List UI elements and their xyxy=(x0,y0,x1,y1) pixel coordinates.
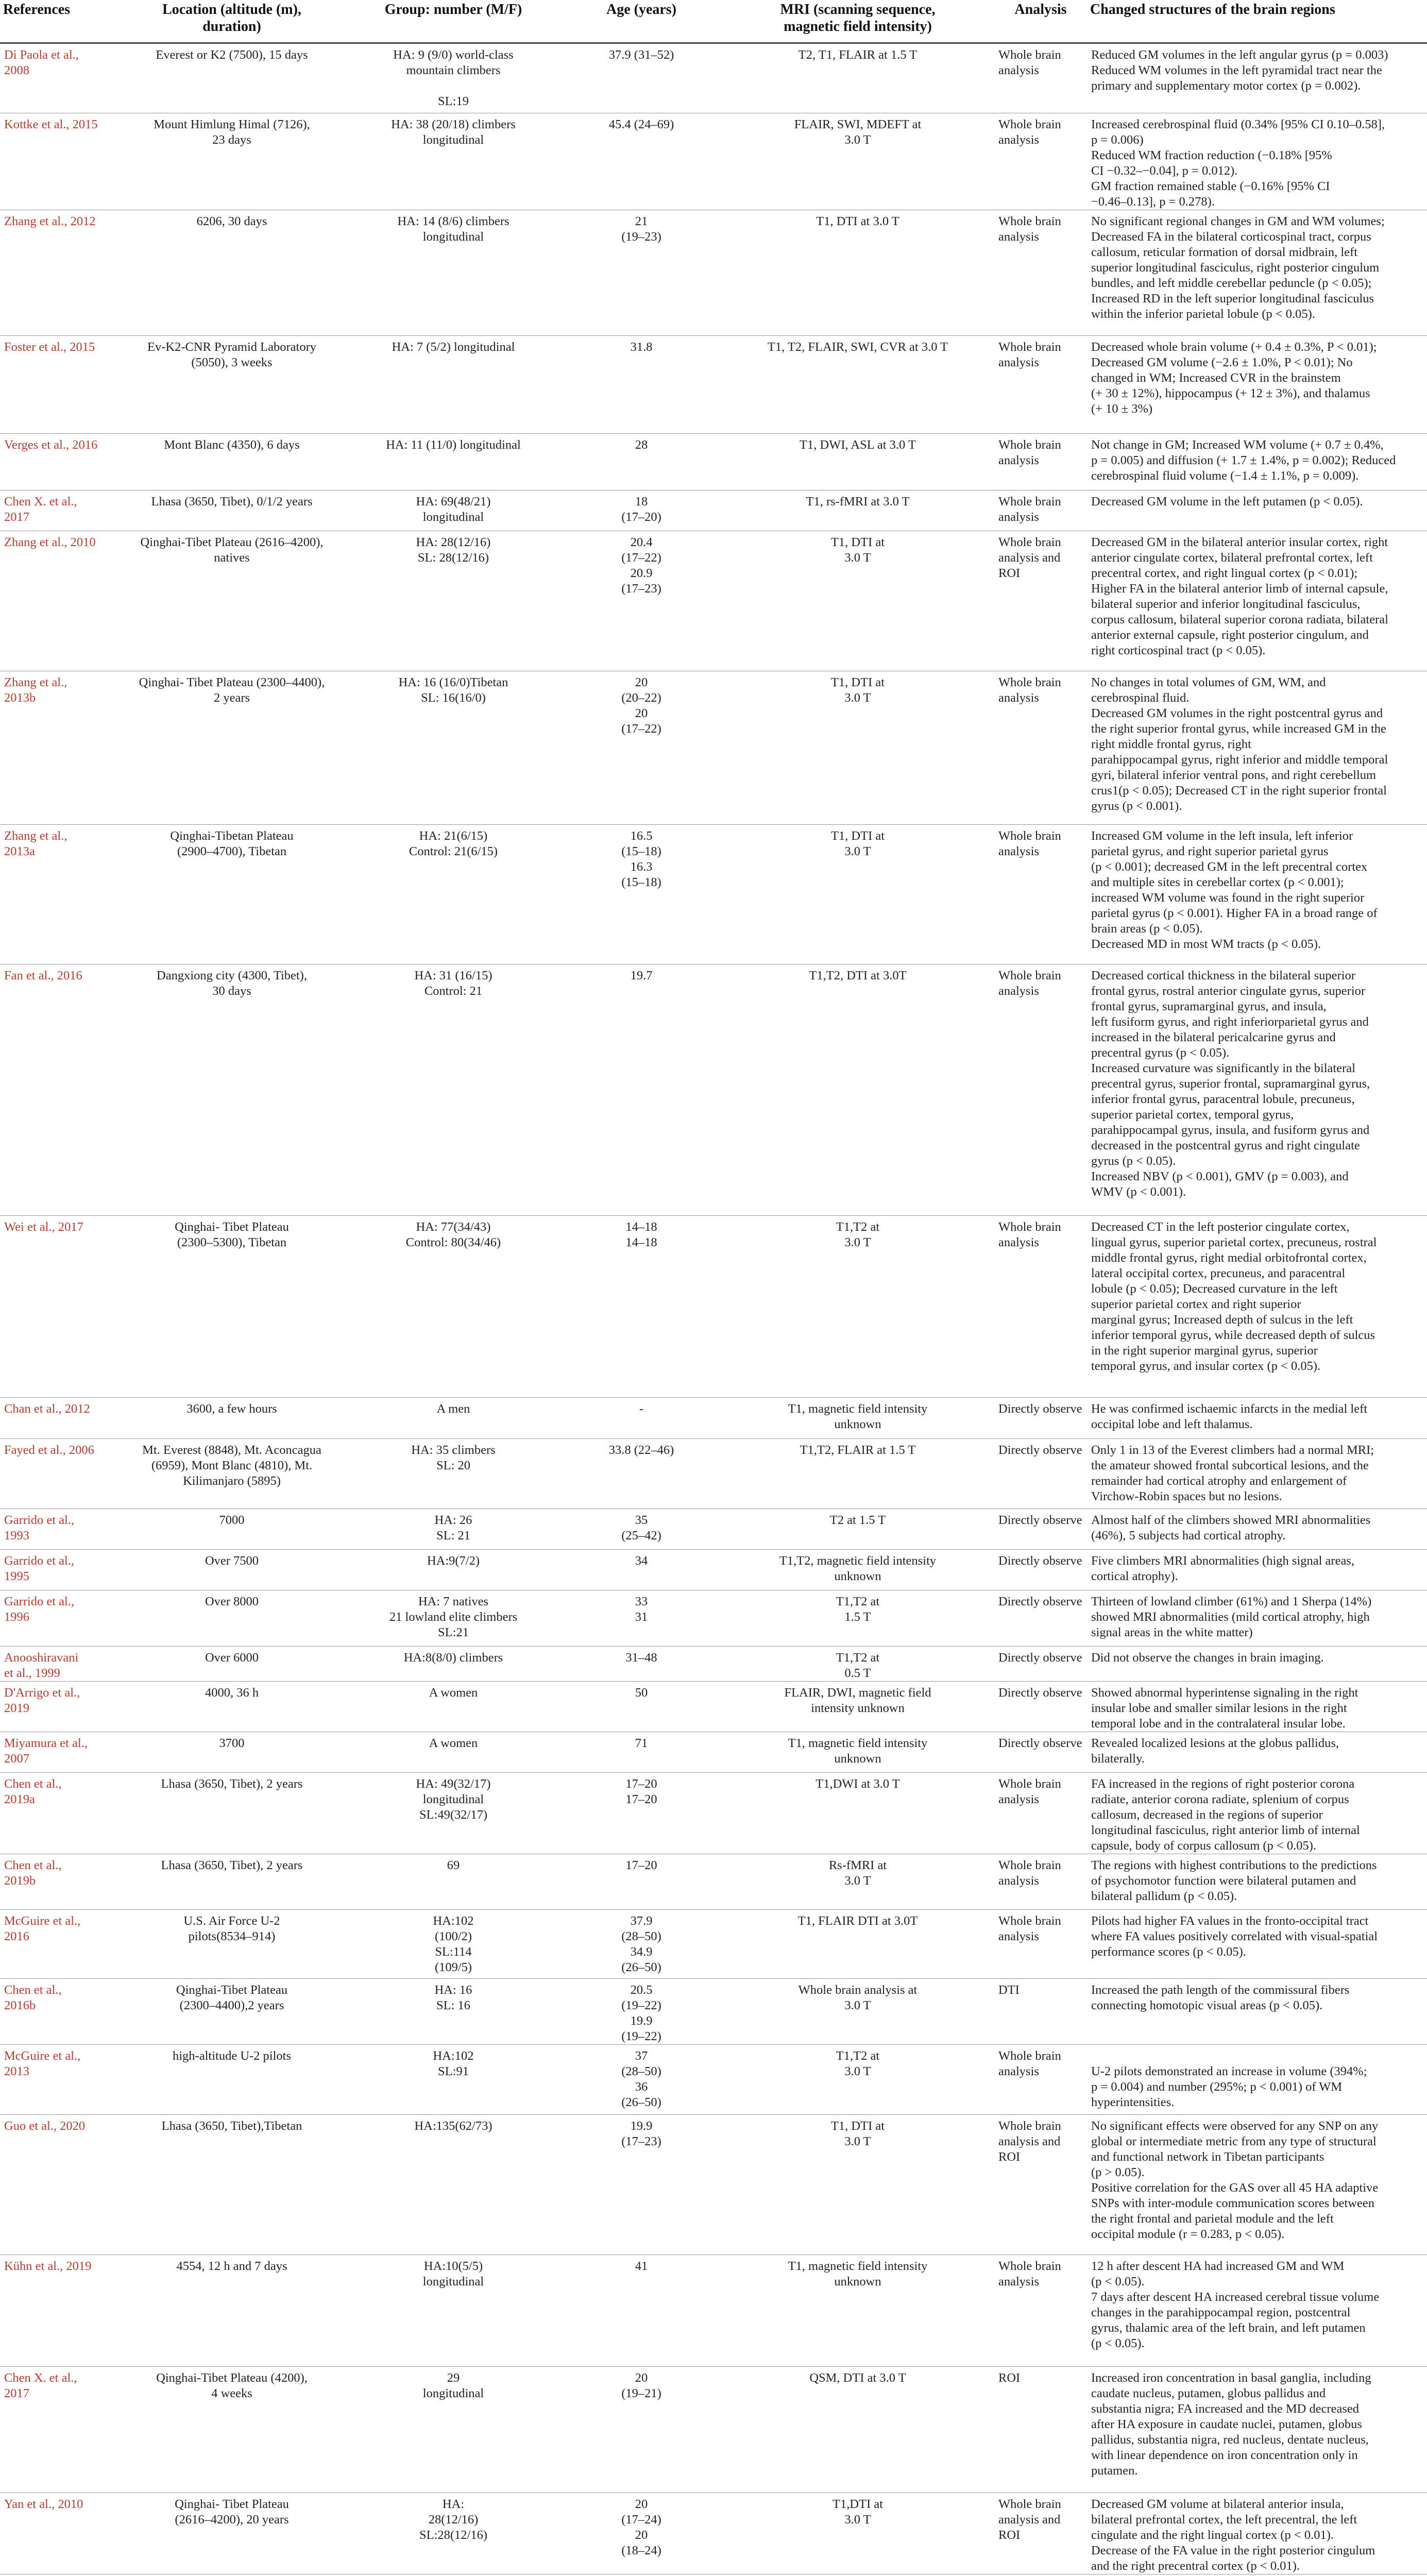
analysis-cell: Directly observe xyxy=(994,1732,1087,1773)
age-cell: - xyxy=(562,1398,721,1439)
reference-cell[interactable]: Garrido et al., 1993 xyxy=(0,1509,118,1550)
analysis-cell: Whole brain analysis xyxy=(994,490,1087,531)
location-cell: Qinghai-Tibet Plateau (2300–4400),2 years xyxy=(118,1979,345,2045)
age-cell: 20 (17–24) 20 (18–24) xyxy=(562,2493,721,2574)
reference-cell[interactable]: Zhang et al., 2013b xyxy=(0,671,118,825)
age-cell: 35 (25–42) xyxy=(562,1509,721,1550)
location-cell: Mount Himlung Himal (7126), 23 days xyxy=(118,113,345,210)
table-row xyxy=(0,1550,1427,1590)
location-cell: Mont Blanc (4350), 6 days xyxy=(118,434,345,490)
group-cell: HA: 28(12/16) SL: 28(12/16) xyxy=(345,531,562,671)
header-analysis: Analysis xyxy=(994,0,1087,43)
location-cell: Dangxiong city (4300, Tibet), 30 days xyxy=(118,964,345,1216)
reference-cell[interactable]: Anooshiravani et al., 1999 xyxy=(0,1647,118,1682)
changed-structures-cell: Thirteen of lowland climber (61%) and 1 Sherpa (14%) showed MRI abnormalities (mild cortical atrophy, high signal areas in the white matter) xyxy=(1087,1590,1427,1647)
changed-structures-cell: Decreased GM volume at bilateral anterior insula, bilateral prefrontal cortex, the left precentral, the left cingulate and the right lingual cortex (p < 0.01). Decrease of the FA value in the right posterior cingulum and the right precentral cortex (p < 0.01). xyxy=(1087,2493,1427,2574)
reference-cell[interactable]: Di Paola et al., 2008 xyxy=(0,43,118,113)
table-row xyxy=(0,1682,1427,1732)
reference-cell[interactable]: Chen X. et al., 2017 xyxy=(0,2367,118,2493)
age-cell: 45.4 (24–69) xyxy=(562,113,721,210)
reference-cell[interactable]: Miyamura et al., 2007 xyxy=(0,1732,118,1773)
group-cell: HA: 28(12/16) SL:28(12/16) xyxy=(345,2493,562,2574)
analysis-cell: Directly observe xyxy=(994,1590,1087,1647)
changed-structures-cell: No significant effects were observed for any SNP on any global or intermediate metric from any type of structural and functional network in Tibetan participants (p > 0.05). Positive correlation for the GAS over all 45 HA adaptive SNPs with inter-module communication scores between the right frontal and parietal module and the left occipital module (r = 0.283, p < 0.05). xyxy=(1087,2115,1427,2255)
analysis-cell: Whole brain analysis xyxy=(994,434,1087,490)
age-cell: 37.9 (28–50) 34.9 (26–50) xyxy=(562,1910,721,1979)
changed-structures-cell: Did not observe the changes in brain imaging. xyxy=(1087,1647,1427,1682)
header-age: Age (years) xyxy=(562,0,721,43)
age-cell: 37.9 (31–52) xyxy=(562,43,721,113)
reference-cell[interactable]: Zhang et al., 2010 xyxy=(0,531,118,671)
analysis-cell: Whole brain analysis xyxy=(994,1216,1087,1398)
changed-structures-cell: FA increased in the regions of right posterior corona radiate, anterior corona radiate, splenium of corpus callosum, decreased in the regions of superior longitudinal fasciculus, right anterior limb of internal capsule, body of corpus callosum (p < 0.05). xyxy=(1087,1773,1427,1854)
location-cell: Over 6000 xyxy=(118,1647,345,1682)
group-cell: HA: 31 (16/15) Control: 21 xyxy=(345,964,562,1216)
location-cell: Qinghai- Tibet Plateau (2616–4200), 20 years xyxy=(118,2493,345,2574)
analysis-cell: Whole brain analysis xyxy=(994,2255,1087,2367)
group-cell: HA: 7 (5/2) longitudinal xyxy=(345,336,562,434)
mri-cell: T1,T2, magnetic field intensity unknown xyxy=(721,1550,994,1590)
mri-cell: T1, T2, FLAIR, SWI, CVR at 3.0 T xyxy=(721,336,994,434)
analysis-cell: Whole brain analysis xyxy=(994,1773,1087,1854)
group-cell: 29 longitudinal xyxy=(345,2367,562,2493)
table-row xyxy=(0,825,1427,964)
group-cell: HA:102 (100/2) SL:114 (109/5) xyxy=(345,1910,562,1979)
location-cell: 7000 xyxy=(118,1509,345,1550)
reference-cell[interactable]: Zhang et al., 2012 xyxy=(0,210,118,336)
analysis-cell: Directly observe xyxy=(994,1647,1087,1682)
table-row xyxy=(0,531,1427,671)
table-row xyxy=(0,2367,1427,2493)
group-cell: HA: 49(32/17) longitudinal SL:49(32/17) xyxy=(345,1773,562,1854)
group-cell: HA: 16 SL: 16 xyxy=(345,1979,562,2045)
mri-cell: T1,T2, FLAIR at 1.5 T xyxy=(721,1439,994,1509)
reference-cell[interactable]: D'Arrigo et al., 2019 xyxy=(0,1682,118,1732)
header-location: Location (altitude (m), duration) xyxy=(118,0,345,43)
reference-cell[interactable]: Fan et al., 2016 xyxy=(0,964,118,1216)
changed-structures-cell: Revealed localized lesions at the globus pallidus, bilaterally. xyxy=(1087,1732,1427,1773)
group-cell: HA: 11 (11/0) longitudinal xyxy=(345,434,562,490)
changed-structures-cell: Decreased GM volume in the left putamen (p < 0.05). xyxy=(1087,490,1427,531)
age-cell: 33 31 xyxy=(562,1590,721,1647)
table-row xyxy=(0,2045,1427,2115)
header-mri: MRI (scanning sequence, magnetic field intensity) xyxy=(721,0,994,43)
location-cell: 3700 xyxy=(118,1732,345,1773)
group-cell: HA: 7 natives 21 lowland elite climbers SL:21 xyxy=(345,1590,562,1647)
changed-structures-cell: Reduced GM volumes in the left angular gyrus (p = 0.003) Reduced WM volumes in the left pyramidal tract near the primary and supplementary motor cortex (p = 0.002). xyxy=(1087,43,1427,113)
age-cell: 20 (19–21) xyxy=(562,2367,721,2493)
age-cell: 31.8 xyxy=(562,336,721,434)
table-row xyxy=(0,1439,1427,1509)
changed-structures-cell: The regions with highest contributions to the predictions of psychomotor function were bilateral putamen and bilateral pallidum (p < 0.05). xyxy=(1087,1854,1427,1910)
age-cell: 37 (28–50) 36 (26–50) xyxy=(562,2045,721,2115)
age-cell: 33.8 (22–46) xyxy=(562,1439,721,1509)
mri-cell: Whole brain analysis at 3.0 T xyxy=(721,1979,994,2045)
changed-structures-cell: Five climbers MRI abnormalities (high signal areas, cortical atrophy). xyxy=(1087,1550,1427,1590)
changed-structures-cell: Decreased whole brain volume (+ 0.4 ± 0.3%, P < 0.01); Decreased GM volume (−2.6 ± 1.0%, P < 0.01); No changed in WM; Increased CVR in the brainstem (+ 30 ± 12%), hippocampus (+ 12 ± 3%), and thalamus (+ 10 ± 3%) xyxy=(1087,336,1427,434)
mri-cell: FLAIR, SWI, MDEFT at 3.0 T xyxy=(721,113,994,210)
analysis-cell: Directly observe xyxy=(994,1682,1087,1732)
changed-structures-cell: Decreased GM in the bilateral anterior insular cortex, right anterior cingulate cortex, bilateral prefrontal cortex, left precentral cortex, and right lingual cortex (p < 0.01); Higher FA in the bilateral anterior limb of internal capsule, bilateral superior and inferior longitudinal fasciculus, corpus callosum, bilateral superior corona radiata, bilateral anterior external capsule, right posterior cingulum, and right corticospinal tract (p < 0.05). xyxy=(1087,531,1427,671)
analysis-cell: Whole brain analysis xyxy=(994,43,1087,113)
table-row xyxy=(0,671,1427,825)
mri-cell: T1,T2 at 3.0 T xyxy=(721,2045,994,2115)
reference-cell[interactable]: McGuire et al., 2016 xyxy=(0,1910,118,1979)
table-row xyxy=(0,2493,1427,2574)
mri-cell: T1, DTI at 3.0 T xyxy=(721,2115,994,2255)
mri-cell: T1,DTI at 3.0 T xyxy=(721,2493,994,2574)
reference-cell[interactable]: Wei et al., 2017 xyxy=(0,1216,118,1398)
table-row xyxy=(0,1509,1427,1550)
table-body xyxy=(0,43,1427,2574)
analysis-cell: Whole brain analysis xyxy=(994,964,1087,1216)
mri-cell: QSM, DTI at 3.0 T xyxy=(721,2367,994,2493)
analysis-cell: Directly observe xyxy=(994,1398,1087,1439)
age-cell: 19.9 (17–23) xyxy=(562,2115,721,2255)
group-cell: HA: 16 (16/0)Tibetan SL: 16(16/0) xyxy=(345,671,562,825)
group-cell: HA:102 SL:91 xyxy=(345,2045,562,2115)
age-cell: 20.4 (17–22) 20.9 (17–23) xyxy=(562,531,721,671)
group-cell: HA: 77(34/43) Control: 80(34/46) xyxy=(345,1216,562,1398)
changed-structures-cell: Only 1 in 13 of the Everest climbers had a normal MRI; the amateur showed frontal subcortical lesions, and the remainder had cortical atrophy and enlargement of Virchow-Robin spaces but no lesions. xyxy=(1087,1439,1427,1509)
age-cell: 41 xyxy=(562,2255,721,2367)
table-row xyxy=(0,43,1427,113)
location-cell: Qinghai-Tibet Plateau (4200), 4 weeks xyxy=(118,2367,345,2493)
mri-cell: T1, DTI at 3.0 T xyxy=(721,671,994,825)
changed-structures-cell: Not change in GM; Increased WM volume (+ 0.7 ± 0.4%, p = 0.005) and diffusion (+ 1.7 ± 1.4%, p = 0.002); Reduced cerebrospinal fluid volume (−1.4 ± 1.1%, p = 0.009). xyxy=(1087,434,1427,490)
reference-cell[interactable]: Kottke et al., 2015 xyxy=(0,113,118,210)
table-row xyxy=(0,1590,1427,1647)
group-cell: A women xyxy=(345,1682,562,1732)
group-cell: HA: 26 SL: 21 xyxy=(345,1509,562,1550)
analysis-cell: Whole brain analysis xyxy=(994,2045,1087,2115)
table-row xyxy=(0,2255,1427,2367)
group-cell: HA:9(7/2) xyxy=(345,1550,562,1590)
analysis-cell: Whole brain analysis xyxy=(994,336,1087,434)
group-cell: HA: 14 (8/6) climbers longitudinal xyxy=(345,210,562,336)
table-row xyxy=(0,1773,1427,1854)
location-cell: 6206, 30 days xyxy=(118,210,345,336)
age-cell: 21 (19–23) xyxy=(562,210,721,336)
reference-cell[interactable]: Chen et al., 2019b xyxy=(0,1854,118,1910)
location-cell: Qinghai- Tibet Plateau (2300–5300), Tibetan xyxy=(118,1216,345,1398)
mri-cell: T1, DWI, ASL at 3.0 T xyxy=(721,434,994,490)
group-cell: HA:135(62/73) xyxy=(345,2115,562,2255)
table-row xyxy=(0,1647,1427,1682)
changed-structures-cell: 12 h after descent HA had increased GM and WM (p < 0.05). 7 days after descent HA increased cerebral tissue volume changes in the parahippocampal region, postcentral gyrus, thalamic area of the left brain, and left putamen (p < 0.05). xyxy=(1087,2255,1427,2367)
mri-cell: T1, DTI at 3.0 T xyxy=(721,531,994,671)
location-cell: high-altitude U-2 pilots xyxy=(118,2045,345,2115)
changed-structures-cell: No changes in total volumes of GM, WM, and cerebrospinal fluid. Decreased GM volumes in the right postcentral gyrus and the right superior frontal gyrus, while increased GM in the right middle frontal gyrus, right parahippocampal gyrus, right inferior and middle temporal gyri, bilateral inferior ventral pons, and right cerebellum crus1(p < 0.05); Decreased CT in the right superior frontal gyrus (p < 0.001). xyxy=(1087,671,1427,825)
mri-cell: T1, FLAIR DTI at 3.0T xyxy=(721,1910,994,1979)
mri-cell: T1,T2, DTI at 3.0T xyxy=(721,964,994,1216)
reference-cell[interactable]: McGuire et al., 2013 xyxy=(0,2045,118,2115)
age-cell: 50 xyxy=(562,1682,721,1732)
mri-cell: T1, magnetic field intensity unknown xyxy=(721,2255,994,2367)
table-row xyxy=(0,1398,1427,1439)
changed-structures-cell: Almost half of the climbers showed MRI abnormalities (46%), 5 subjects had cortical atrophy. xyxy=(1087,1509,1427,1550)
changed-structures-cell: U-2 pilots demonstrated an increase in volume (394%; p = 0.004) and number (295%; p < 0.001) of WM hyperintensities. xyxy=(1087,2045,1427,2115)
reference-cell[interactable]: Yan et al., 2010 xyxy=(0,2493,118,2574)
changed-structures-cell: He was confirmed ischaemic infarcts in the medial left occipital lobe and left thalamus. xyxy=(1087,1398,1427,1439)
changed-structures-cell: Increased iron concentration in basal ganglia, including caudate nucleus, putamen, globus pallidus and substantia nigra; FA increased and the MD decreased after HA exposure in caudate nuclei, putamen, globus pallidus, substantia nigra, red nucleus, dentate nucleus, with linear dependence on iron concentration only in putamen. xyxy=(1087,2367,1427,2493)
mri-cell: T2 at 1.5 T xyxy=(721,1509,994,1550)
table-row xyxy=(0,490,1427,531)
mri-cell: T1, magnetic field intensity unknown xyxy=(721,1732,994,1773)
table-row xyxy=(0,336,1427,434)
analysis-cell: DTI xyxy=(994,1979,1087,2045)
table-row xyxy=(0,1732,1427,1773)
analysis-cell: Whole brain analysis xyxy=(994,1910,1087,1979)
location-cell: Lhasa (3650, Tibet), 0/1/2 years xyxy=(118,490,345,531)
reference-cell[interactable]: Chan et al., 2012 xyxy=(0,1398,118,1439)
table-row xyxy=(0,1979,1427,2045)
group-cell: A men xyxy=(345,1398,562,1439)
location-cell: 3600, a few hours xyxy=(118,1398,345,1439)
table-row xyxy=(0,2115,1427,2255)
table-row xyxy=(0,113,1427,210)
group-cell: HA: 21(6/15) Control: 21(6/15) xyxy=(345,825,562,964)
mri-cell: FLAIR, DWI, magnetic field intensity unknown xyxy=(721,1682,994,1732)
location-cell: 4554, 12 h and 7 days xyxy=(118,2255,345,2367)
location-cell: Lhasa (3650, Tibet),Tibetan xyxy=(118,2115,345,2255)
changed-structures-cell: Pilots had higher FA values in the fronto-occipital tract where FA values positively correlated with visual-spatial performance scores (p < 0.05). xyxy=(1087,1910,1427,1979)
group-cell: HA: 69(48/21) longitudinal xyxy=(345,490,562,531)
table-row xyxy=(0,964,1427,1216)
age-cell: 19.7 xyxy=(562,964,721,1216)
mri-cell: T2, T1, FLAIR at 1.5 T xyxy=(721,43,994,113)
analysis-cell: ROI xyxy=(994,2367,1087,2493)
analysis-cell: Whole brain analysis xyxy=(994,1854,1087,1910)
group-cell: HA:10(5/5) longitudinal xyxy=(345,2255,562,2367)
analysis-cell: Directly observe xyxy=(994,1509,1087,1550)
changed-structures-cell: Increased the path length of the commissural fibers connecting homotopic visual areas (p < 0.05). xyxy=(1087,1979,1427,2045)
location-cell: 4000, 36 h xyxy=(118,1682,345,1732)
location-cell: Ev-K2-CNR Pyramid Laboratory (5050), 3 weeks xyxy=(118,336,345,434)
table-row xyxy=(0,1216,1427,1398)
location-cell: U.S. Air Force U-2 pilots(8534–914) xyxy=(118,1910,345,1979)
mri-cell: T1,T2 at 1.5 T xyxy=(721,1590,994,1647)
analysis-cell: Whole brain analysis xyxy=(994,210,1087,336)
reference-cell[interactable]: Kühn et al., 2019 xyxy=(0,2255,118,2367)
changed-structures-cell: Decreased CT in the left posterior cingulate cortex, lingual gyrus, superior parietal cortex, precuneus, rostral middle frontal gyrus, right medial orbitofrontal cortex, lateral occipital cortex, precuneus, and paracentral lobule (p < 0.05); Decreased curvature in the left superior parietal cortex and right superior marginal gyrus; Increased depth of sulcus in the left inferior temporal gyrus, while decreased depth of sulcus in the right superior marginal gyrus, superior temporal gyrus, and insular cortex (p < 0.05). xyxy=(1087,1216,1427,1398)
mri-cell: Rs-fMRI at 3.0 T xyxy=(721,1854,994,1910)
reference-cell[interactable]: Guo et al., 2020 xyxy=(0,2115,118,2255)
analysis-cell: Whole brain analysis and ROI xyxy=(994,531,1087,671)
table-row xyxy=(0,210,1427,336)
group-cell: HA: 9 (9/0) world-class mountain climbers SL:19 xyxy=(345,43,562,113)
analysis-cell: Directly observe xyxy=(994,1550,1087,1590)
analysis-cell: Whole brain analysis and ROI xyxy=(994,2115,1087,2255)
mri-cell: T1, DTI at 3.0 T xyxy=(721,210,994,336)
mri-cell: T1, rs-fMRI at 3.0 T xyxy=(721,490,994,531)
reference-cell[interactable]: Chen et al., 2016b xyxy=(0,1979,118,2045)
analysis-cell: Whole brain analysis xyxy=(994,113,1087,210)
location-cell: Over 7500 xyxy=(118,1550,345,1590)
age-cell: 71 xyxy=(562,1732,721,1773)
location-cell: Lhasa (3650, Tibet), 2 years xyxy=(118,1854,345,1910)
location-cell: Qinghai- Tibet Plateau (2300–4400), 2 years xyxy=(118,671,345,825)
changed-structures-cell: No significant regional changes in GM and WM volumes; Decreased FA in the bilateral corticospinal tract, corpus callosum, reticular formation of dorsal midbrain, left superior longitudinal fasciculus, right posterior cingulum bundles, and left middle cerebellar peduncle (p < 0.05); Increased RD in the left superior longitudinal fasciculus within the inferior parietal lobule (p < 0.05). xyxy=(1087,210,1427,336)
group-cell: HA:8(8/0) climbers xyxy=(345,1647,562,1682)
age-cell: 17–20 17–20 xyxy=(562,1773,721,1854)
reference-cell[interactable]: Garrido et al., 1995 xyxy=(0,1550,118,1590)
age-cell: 18 (17–20) xyxy=(562,490,721,531)
age-cell: 28 xyxy=(562,434,721,490)
header-references: References xyxy=(0,0,118,43)
header-group: Group: number (M/F) xyxy=(345,0,562,43)
age-cell: 14–18 14–18 xyxy=(562,1216,721,1398)
reference-cell[interactable]: Chen et al., 2019a xyxy=(0,1773,118,1854)
group-cell: HA: 38 (20/18) climbers longitudinal xyxy=(345,113,562,210)
age-cell: 20.5 (19–22) 19.9 (19–22) xyxy=(562,1979,721,2045)
reference-cell[interactable]: Foster et al., 2015 xyxy=(0,336,118,434)
analysis-cell: Directly observe xyxy=(994,1439,1087,1509)
analysis-cell: Whole brain analysis and ROI xyxy=(994,2493,1087,2574)
changed-structures-cell: Increased GM volume in the left insula, left inferior parietal gyrus, and right superior parietal gyrus (p < 0.001); decreased GM in the left precentral cortex and multiple sites in cerebellar cortex (p < 0.001); increased WM volume was found in the right superior parietal gyrus (p < 0.001). Higher FA in a broad range of brain areas (p < 0.05). Decreased MD in most WM tracts (p < 0.05). xyxy=(1087,825,1427,964)
age-cell: 34 xyxy=(562,1550,721,1590)
location-cell: Over 8000 xyxy=(118,1590,345,1647)
mri-cell: T1,T2 at 0.5 T xyxy=(721,1647,994,1682)
mri-cell: T1, DTI at 3.0 T xyxy=(721,825,994,964)
reference-cell[interactable]: Chen X. et al., 2017 xyxy=(0,490,118,531)
table-row xyxy=(0,1910,1427,1979)
analysis-cell: Whole brain analysis xyxy=(994,825,1087,964)
table-header xyxy=(0,0,1427,43)
reference-cell[interactable]: Garrido et al., 1996 xyxy=(0,1590,118,1647)
analysis-cell: Whole brain analysis xyxy=(994,671,1087,825)
header-changed-structures: Changed structures of the brain regions xyxy=(1087,0,1427,43)
mri-cell: T1,DWI at 3.0 T xyxy=(721,1773,994,1854)
mri-cell: T1, magnetic field intensity unknown xyxy=(721,1398,994,1439)
location-cell: Mt. Everest (8848), Mt. Aconcagua (6959), Mont Blanc (4810), Mt. Kilimanjaro (5895) xyxy=(118,1439,345,1509)
table-row xyxy=(0,1854,1427,1910)
age-cell: 17–20 xyxy=(562,1854,721,1910)
header-row xyxy=(0,0,1427,43)
age-cell: 20 (20–22) 20 (17–22) xyxy=(562,671,721,825)
age-cell: 31–48 xyxy=(562,1647,721,1682)
changed-structures-cell: Showed abnormal hyperintense signaling in the right insular lobe and smaller similar lesions in the right temporal lobe and in the contralateral insular lobe. xyxy=(1087,1682,1427,1732)
changed-structures-cell: Decreased cortical thickness in the bilateral superior frontal gyrus, rostral anterior cingulate gyrus, superior frontal gyrus, supramarginal gyrus, and insula, left fusiform gyrus, and right inferiorparietal gyrus and increased in the bilateral pericalcarine gyrus and precentral gyrus (p < 0.05). Increased curvature was significantly in the bilateral precentral gyrus, superior frontal, supramarginal gyrus, inferior frontal gyrus, paracentral lobule, precuneus, superior parietal cortex, temporal gyrus, parahippocampal gyrus, insula, and fusiform gyrus and decreased in the postcentral gyrus and right cingulate gyrus (p < 0.05). Increased NBV (p < 0.001), GMV (p = 0.003), and WMV (p < 0.001). xyxy=(1087,964,1427,1216)
changed-structures-cell: Increased cerebrospinal fluid (0.34% [95% CI 0.10–0.58], p = 0.006) Reduced WM fraction reduction (−0.18% [95% CI −0.32–−0.04], p = 0.012). GM fraction remained stable (−0.16% [95% CI −0.46–0.13], p = 0.278). xyxy=(1087,113,1427,210)
group-cell: A women xyxy=(345,1732,562,1773)
group-cell: HA: 35 climbers SL: 20 xyxy=(345,1439,562,1509)
table-row xyxy=(0,434,1427,490)
location-cell: Qinghai-Tibetan Plateau (2900–4700), Tibetan xyxy=(118,825,345,964)
mri-cell: T1,T2 at 3.0 T xyxy=(721,1216,994,1398)
location-cell: Lhasa (3650, Tibet), 2 years xyxy=(118,1773,345,1854)
location-cell: Everest or K2 (7500), 15 days xyxy=(118,43,345,113)
location-cell: Qinghai-Tibet Plateau (2616–4200), natives xyxy=(118,531,345,671)
reference-cell[interactable]: Zhang et al., 2013a xyxy=(0,825,118,964)
group-cell: 69 xyxy=(345,1854,562,1910)
reference-cell[interactable]: Verges et al., 2016 xyxy=(0,434,118,490)
reference-cell[interactable]: Fayed et al., 2006 xyxy=(0,1439,118,1509)
age-cell: 16.5 (15–18) 16.3 (15–18) xyxy=(562,825,721,964)
